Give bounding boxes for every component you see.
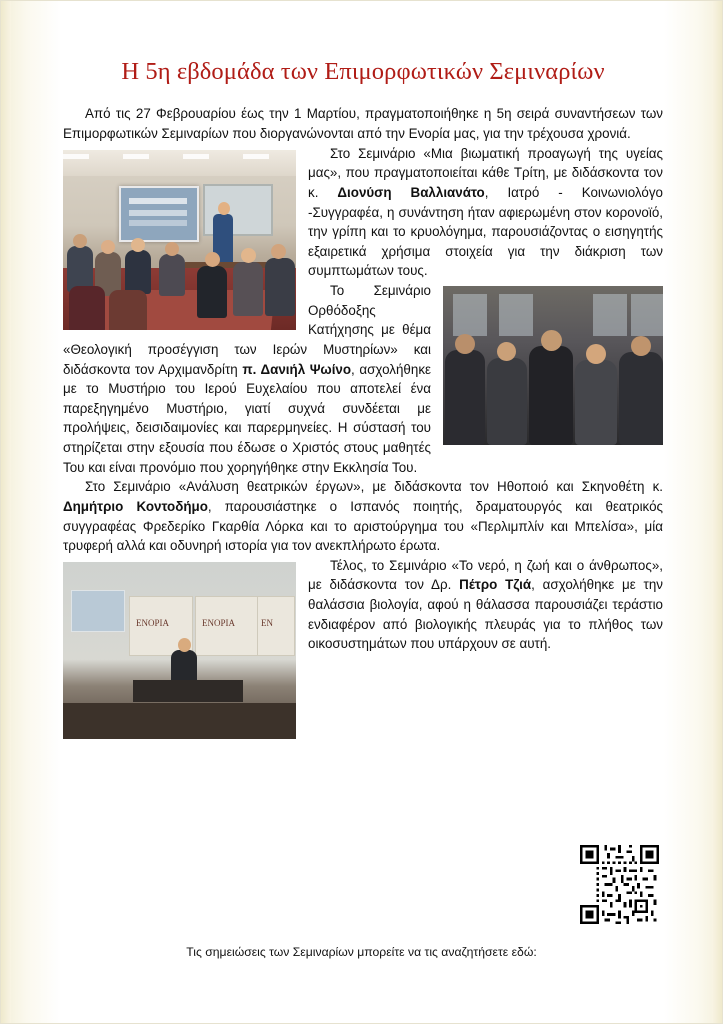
- run-text: Το Σεμινάριο Ορθόδοξης Κατήχησης με θέμα «Θεολογική προσέγγιση των Ιερών Μυστηρίων» και διδάσκοντα τον Αρχιμανδρίτη: [63, 283, 431, 377]
- page-content: [63, 57, 663, 743]
- person-name-psoinos: π. Δανιήλ Ψωίνο: [242, 361, 352, 377]
- run-text: , παρουσιάστηκε ο Ισπανός ποιητής, δραματουργός και θεατρικός συγγραφέας Φρεδερίκο Γκαρθία Λόρκα και το αριστούργημα του «Περλιμπλίν και Μπελίσα», μία τρυφερή αλλά και οδυνηρή ιστορία για τον ανεκπλήρωτο έρωτα.: [63, 498, 663, 554]
- paragraph-intro-text: Από τις 27 Φεβρουαρίου έως την 1 Μαρτίου, πραγματοποιήθηκε η 5η σειρά συναντήσεων των Επιμορφωτικών Σεμιναρίων που διοργανώνονται από την Ενορία μας, για την τρέχουσα χρονιά.: [63, 106, 663, 142]
- person-name-vallianatos: Διονύση Βαλλιανάτο: [337, 184, 485, 200]
- qr-code-icon: [580, 845, 659, 924]
- run-text: , ασχολήθηκε με το Μυστήριο του Ιερού Ευχελαίου που αποτελεί ένα παρεξηγημένο Μυστήριο, γιατί συχνά συνδέεται με προλήψεις, δεισιδαιμονίες και παρερμηνείες. Η σύστασή του στηρίζεται στην εξουσία που έδωσε ο Χριστός στους μαθητές Του και είναι προνόμιο που χορηγήθηκε στην Εκκλησία Του.: [63, 361, 431, 475]
- qr-code[interactable]: [580, 845, 659, 924]
- person-name-tzias: Πέτρο Τζιά: [459, 577, 532, 593]
- page-title: Η 5η εβδομάδα των Επιμορφωτικών Σεμιναρίων: [121, 58, 605, 85]
- article-body: [63, 104, 663, 742]
- paragraph-intro: [63, 104, 663, 143]
- run-text: Στο Σεμινάριο «Ανάλυση θεατρικών έργων», με διδάσκοντα τον Ηθοποιό και Σκηνοθέτη κ.: [85, 479, 663, 495]
- page-right-edge: [712, 1, 722, 1023]
- run-text: Τέλος, το Σεμινάριο «Το νερό, η ζωή και ο άνθρωπος», με διδάσκοντα τον Δρ.: [308, 557, 663, 593]
- photo-stage: ΕΝΟΡΙΑ ΕΝΟΡΙΑ ΕΝ: [63, 562, 296, 739]
- paragraph-seminar-theatre: [63, 477, 663, 556]
- footer-note: Τις σημειώσεις των Σεμιναρίων μπορείτε να τις αναζητήσετε εδώ:: [186, 945, 537, 959]
- photo-seminar-room: [63, 150, 296, 330]
- person-name-kontodimos: Δημήτριο Κοντοδήμο: [63, 498, 208, 514]
- run-text: , Ιατρό - Κοινωνιολόγο -Συγγραφέα, η συνάντηση ήταν αφιερωμένη στον κορονοϊό, την γρίπη και το κρυολόγημα, παρουσιάζοντας ο εισηγητής εξαιρετικά χρήσιμα στοιχεία για την διάκριση των συμπτωμάτων τους.: [308, 184, 663, 279]
- run-text: Στο Σεμινάριο «Μια βιωματική προαγωγή της υγείας μας», που πραγματοποιείται κάθε Τρίτη, με διδάσκοντα τον κ.: [308, 145, 663, 200]
- page-left-edge: [1, 1, 11, 1023]
- run-text: , ασχολήθηκε με την θαλάσσια βιολογία, αφού η θάλασσα παρουσιάζει τεράστιο ενδιαφέρον από βιολογικής πλευράς για το πλήθος των οικοσυστημάτων που υπάρχουν σε αυτή.: [308, 577, 663, 652]
- photo-audience: [443, 286, 663, 445]
